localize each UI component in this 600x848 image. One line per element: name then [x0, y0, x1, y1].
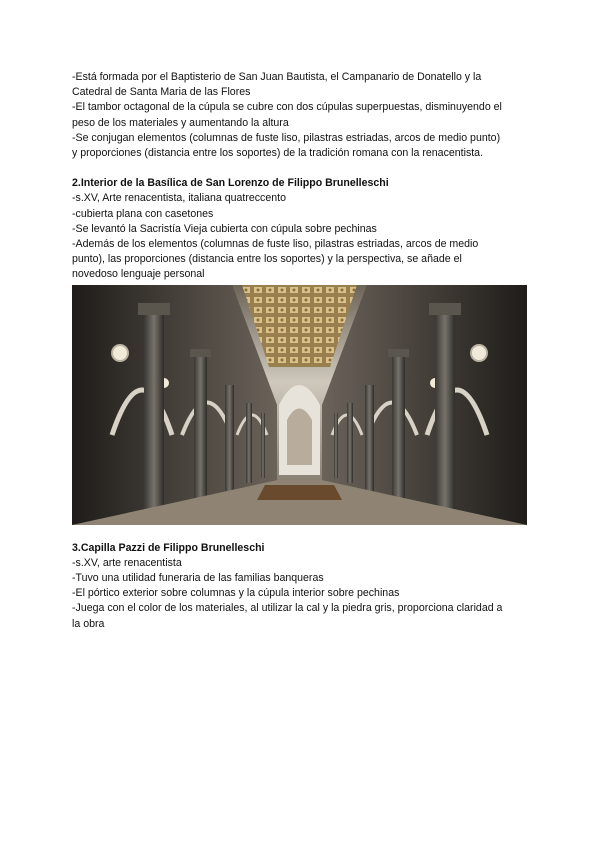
body-text-line: -Además de los elementos (columnas de fuste liso, pilastras estriadas, arcos de medio — [72, 238, 479, 251]
body-text-line: peso de los materiales y aumentando la altura — [72, 116, 289, 129]
body-text-line: -s.XV, Arte renacentista, italiana quatreccento — [72, 192, 286, 205]
basilica-interior-photo — [72, 285, 527, 525]
body-text-line: punto), las proporciones (distancia entre los soportes) y la perspectiva, se añade el — [72, 253, 462, 266]
body-text-line: -El pórtico exterior sobre columnas y la cúpula interior sobre pechinas — [72, 587, 400, 600]
section-heading: 2.Interior de la Basílica de San Lorenzo de Filippo Brunelleschi — [72, 177, 389, 190]
document-page — [72, 70, 534, 632]
body-text-line: novedoso lenguaje personal — [72, 268, 205, 281]
section-heading: 3.Capilla Pazzi de Filippo Brunelleschi — [72, 541, 265, 554]
body-text-line: -cubierta plana con casetones — [72, 207, 214, 220]
body-text-line: -Se conjugan elementos (columnas de fuste liso, pilastras estriadas, arcos de medio punto) — [72, 131, 501, 144]
body-text-line: -El tambor octagonal de la cúpula se cubre con dos cúpulas superpuestas, disminuyendo el — [72, 101, 502, 114]
body-text-line: -Se levantó la Sacristía Vieja cubierta con cúpula sobre pechinas — [72, 222, 377, 235]
body-text-line: -Está formada por el Baptisterio de San Juan Bautista, el Campanario de Donatello y la — [72, 71, 482, 83]
body-text-line: Catedral de Santa Maria de las Flores — [72, 86, 251, 99]
body-text-line: y proporciones (distancia entre los soportes) de la tradición romana con la renacentista. — [72, 147, 484, 160]
body-text-line: -Juega con el color de los materiales, al utilizar la cal y la piedra gris, proporciona claridad a — [72, 602, 503, 615]
body-text-line: la obra — [72, 617, 105, 630]
body-text-line: -Tuvo una utilidad funeraria de las familias banqueras — [72, 572, 324, 585]
body-text-line: -s.XV, arte renacentista — [72, 556, 182, 569]
